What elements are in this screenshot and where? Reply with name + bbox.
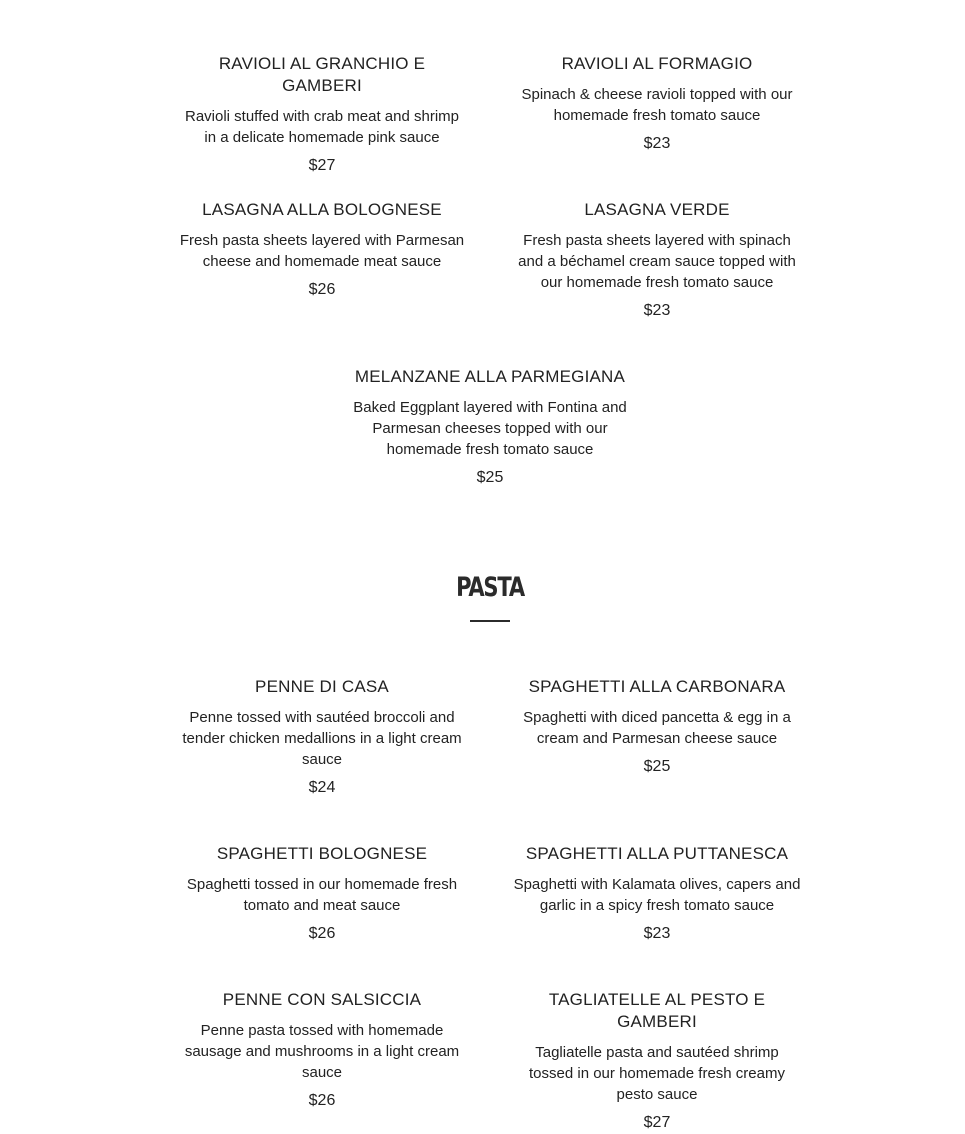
- menu-item-ravioli-granchio: [178, 53, 466, 176]
- menu-item-description: Spaghetti with diced pancetta & egg in a cream and Parmesan cheese sauce: [523, 709, 791, 747]
- menu-item-spaghetti-carbonara: [513, 676, 801, 777]
- menu-item-spaghetti-bolognese: [178, 843, 466, 944]
- menu-item-price: $25: [643, 758, 671, 775]
- menu-item-name: TAGLIATELLE AL PESTO E GAMBERI: [548, 990, 766, 1031]
- menu-item-description: Spinach & cheese ravioli topped with our homemade fresh tomato sauce: [521, 86, 793, 124]
- menu-item-description: Spaghetti tossed in our homemade fresh tomato and meat sauce: [186, 876, 458, 914]
- menu-item-price: $27: [643, 1114, 671, 1131]
- menu-item-name: SPAGHETTI ALLA PUTTANESCA: [525, 844, 789, 863]
- menu-item-name: PENNE DI CASA: [255, 677, 389, 696]
- menu-item-name: RAVIOLI AL GRANCHIO E GAMBERI: [218, 54, 426, 95]
- menu-item-tagliatelle-pesto: [513, 989, 801, 1133]
- menu-item-spaghetti-puttanesca: [513, 843, 801, 944]
- menu-item-price: $26: [308, 281, 336, 298]
- menu-item-name: SPAGHETTI BOLOGNESE: [216, 844, 428, 863]
- menu-item-price: $25: [476, 469, 504, 486]
- menu-item-description: Tagliatelle pasta and sautéed shrimp tossed in our homemade fresh creamy pesto sauce: [529, 1044, 785, 1103]
- menu-item-description: Fresh pasta sheets layered with Parmesan cheese and homemade meat sauce: [179, 232, 465, 270]
- menu-item-description: Penne tossed with sautéed broccoli and tender chicken medallions in a light cream sauce: [182, 709, 462, 768]
- menu-item-price: $24: [308, 779, 336, 796]
- menu-item-price: $23: [643, 302, 671, 319]
- menu-item-description: Ravioli stuffed with crab meat and shrimp in a delicate homemade pink sauce: [184, 108, 459, 146]
- menu-item-description: Spaghetti with Kalamata olives, capers and garlic in a spicy fresh tomato sauce: [513, 876, 801, 914]
- menu-item-description: Baked Eggplant layered with Fontina and Parmesan cheeses topped with our homemade fresh tomato sauce: [353, 399, 627, 458]
- section-divider-fragment: [466, 0, 514, 2]
- menu-item-name: SPAGHETTI ALLA CARBONARA: [528, 677, 786, 696]
- menu-item-name: PENNE CON SALSICCIA: [222, 990, 422, 1009]
- menu-item-name: MELANZANE ALLA PARMEGIANA: [354, 367, 626, 386]
- menu-item-price: $26: [308, 925, 336, 942]
- menu-item-melanzane: [346, 366, 634, 488]
- menu-item-penne-di-casa: [178, 676, 466, 798]
- menu-item-price: $23: [643, 925, 671, 942]
- menu-item-price: $27: [308, 157, 336, 174]
- menu-item-name: LASAGNA VERDE: [584, 200, 730, 219]
- menu-item-name: RAVIOLI AL FORMAGIO: [561, 54, 753, 73]
- menu-item-lasagna-verde: [513, 199, 801, 321]
- menu-item-ravioli-formagio: [513, 53, 801, 154]
- menu-item-lasagna-bolognese: [178, 199, 466, 300]
- section-title-underline: [470, 620, 510, 622]
- menu-item-penne-salsiccia: [178, 989, 466, 1111]
- menu-item-price: $26: [308, 1092, 336, 1109]
- menu-item-description: Penne pasta tossed with homemade sausage and mushrooms in a light cream sauce: [184, 1022, 460, 1081]
- menu-item-price: $23: [643, 135, 671, 152]
- menu-item-description: Fresh pasta sheets layered with spinach and a béchamel cream sauce topped with our homemade fresh tomato sauce: [518, 232, 796, 291]
- section-title-pasta: PASTA: [456, 572, 524, 603]
- menu-item-name: LASAGNA ALLA BOLOGNESE: [202, 200, 442, 219]
